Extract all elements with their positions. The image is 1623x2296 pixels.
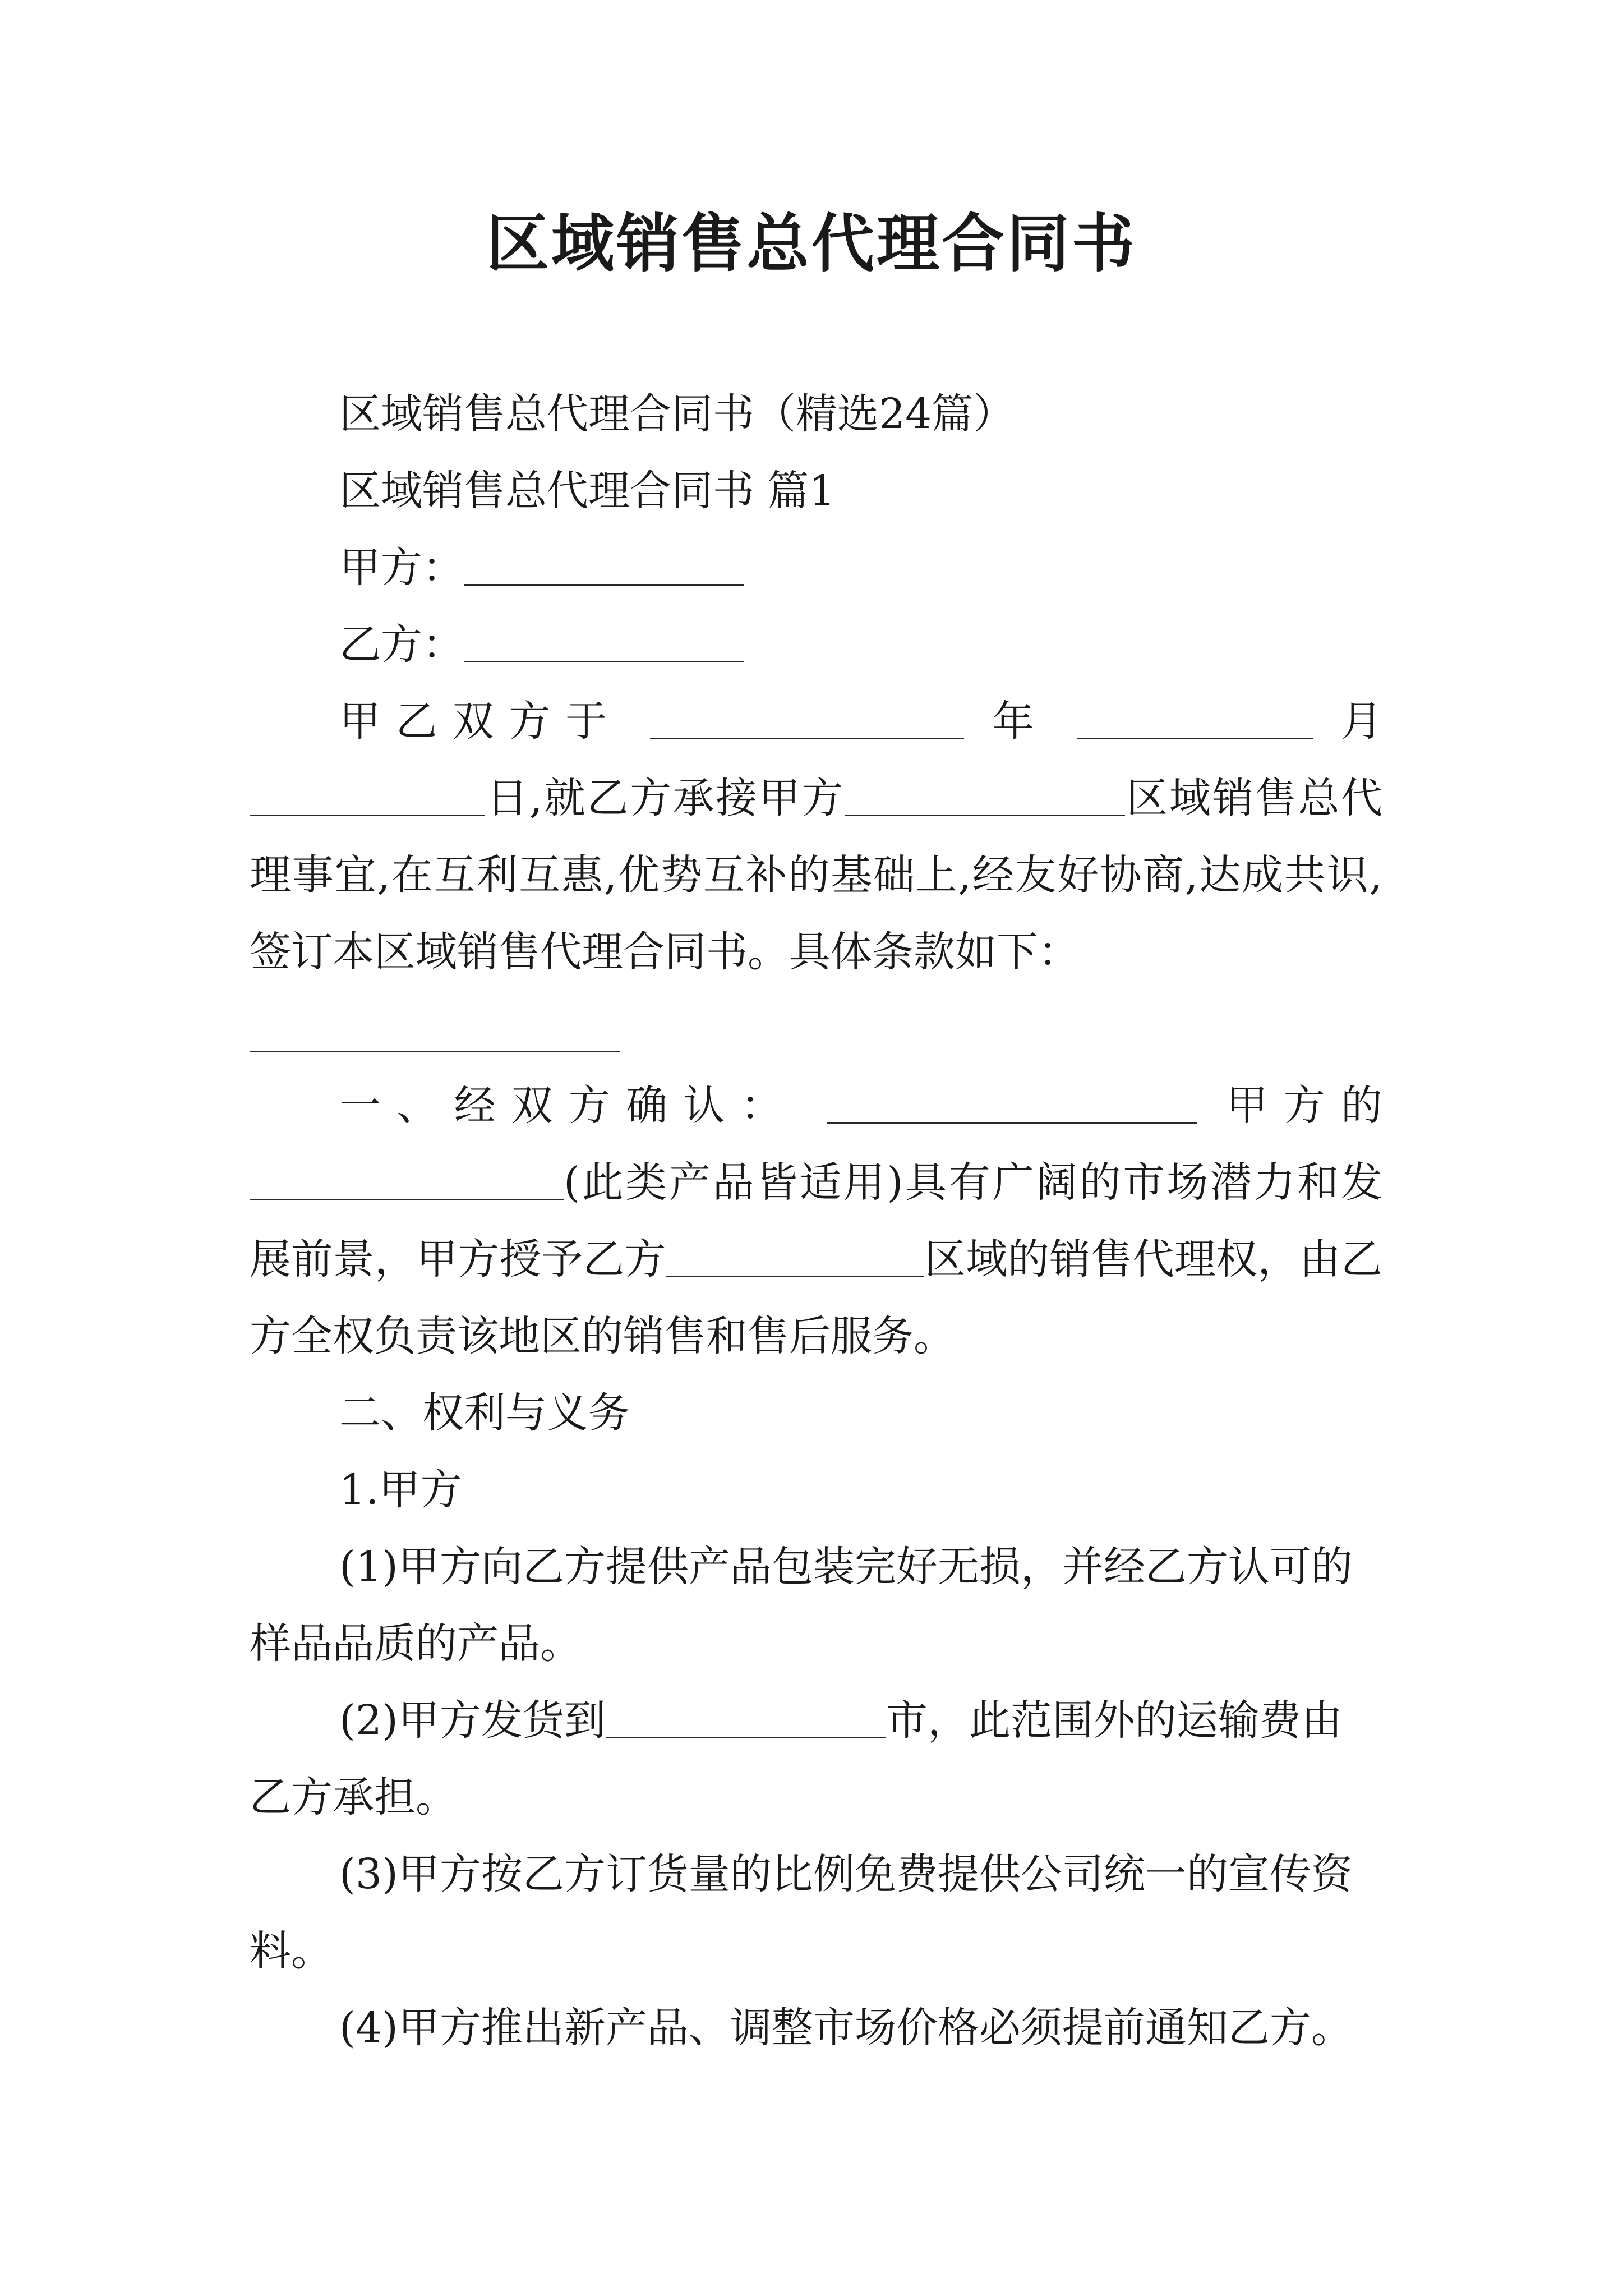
product-blank [827,1085,1197,1124]
day-blank [250,777,485,817]
region-blank [845,777,1125,817]
month-label: 月 [1340,697,1382,746]
year-label: 年 [992,697,1049,746]
product-name-blank [250,1162,564,1201]
clause2-heading: 二、权利与义务 [339,1389,630,1437]
party-b-line [250,606,1382,683]
clause1-paragraph [250,1144,1382,1375]
intro-text-3: 区域销售总代理事宜,在互利互惠,优势互补的基础上,经友好协商,达成共识,签订本区域销售代理合同书。具体条款如下： [250,774,1383,976]
intro-line-1 [250,683,1382,760]
intro-text-2: 日,就乙方承接甲方 [485,774,845,822]
month-blank [1077,701,1313,740]
clause1-text-2: 甲方的 [1226,1082,1383,1130]
document-subtitle: 区域销售总代理合同书（精选24篇） [339,390,1015,438]
document-title: 区域销售总代理合同书 [486,207,1137,280]
party-a-label: 甲方： [339,544,464,592]
item-1: (1)甲方向乙方提供产品包装完好无损，并经乙方认可的样品品质的产品。 [250,1543,1353,1668]
clause1-line-1 [250,1068,1382,1144]
clause1-text-4: 区域的销售代理权，由乙方全权负责该地区的销售和售后服务。 [250,1235,1383,1360]
party-b-label: 乙方： [339,620,464,669]
intro-text-1: 甲乙双方于 [339,697,622,746]
item-3: (3)甲方按乙方订货量的比例免费提供公司统一的宣传资料。 [250,1850,1353,1975]
clause1-text-3: (此类产品皆适用)具有广阔的市场潜力和发展前景，甲方授予乙方 [250,1158,1382,1283]
item-2-text-1: (2)甲方发货到 [339,1696,606,1745]
item-4: (4)甲方推出新产品、调整市场价格必须提前通知乙方。 [339,2004,1353,2052]
party-a-line [250,530,1382,606]
document-body [250,376,1382,2067]
item-2 [250,1682,1382,1836]
party-a-heading: 1.甲方 [339,1466,462,1514]
lone-blank [250,1013,620,1052]
party-a-blank [464,547,744,586]
year-blank [650,701,964,740]
intro-paragraph [250,760,1382,991]
party-b-blank [464,624,744,663]
item-2-text-2: 市，此范围外的运输费由乙方承担。 [250,1696,1343,1821]
delivery-city-blank [606,1700,886,1739]
agency-region-blank [666,1239,924,1278]
clause1-text-1: 一、经双方确认： [339,1082,798,1130]
section-heading: 区域销售总代理合同书 篇1 [339,467,836,515]
blank-line [250,991,1382,1068]
